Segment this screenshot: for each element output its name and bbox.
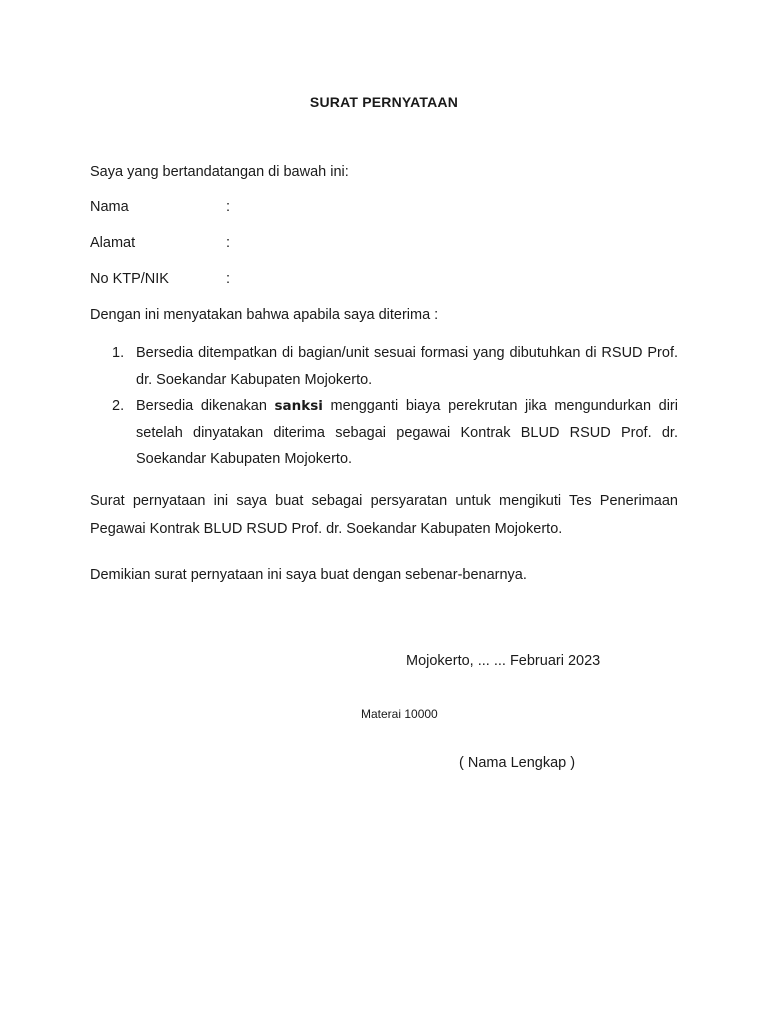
closing-paragraph: Demikian surat pernyataan ini saya buat dengan sebenar-benarnya. bbox=[90, 567, 527, 583]
list-item-text-before: Bersedia dikenakan bbox=[136, 398, 275, 414]
list-item-text: Bersedia ditempatkan di bagian/unit sesuai formasi yang dibutuhkan di RSUD Prof. dr. Soekandar Kabupaten Mojokerto. bbox=[136, 345, 678, 388]
field-colon-ktp: : bbox=[226, 271, 231, 287]
field-label-alamat: Alamat bbox=[90, 235, 136, 251]
document-title: SURAT PERNYATAAN bbox=[309, 94, 459, 110]
field-colon-alamat: : bbox=[226, 235, 231, 251]
list-item-number: 1. bbox=[112, 345, 125, 361]
place-date: Mojokerto, ... ... Februari 2023 bbox=[406, 653, 601, 669]
signature-name: ( Nama Lengkap ) bbox=[459, 755, 576, 771]
intro-text: Saya yang bertandatangan di bawah ini: bbox=[90, 164, 349, 180]
commitment-list bbox=[112, 340, 678, 473]
field-label-nama: Nama bbox=[90, 199, 129, 215]
list-item bbox=[112, 393, 678, 473]
bold-keyword: sanksi bbox=[274, 398, 323, 414]
statement-text: Dengan ini menyatakan bahwa apabila saya diterima : bbox=[90, 307, 439, 323]
purpose-paragraph: Surat pernyataan ini saya buat sebagai persyaratan untuk mengikuti Tes Penerimaan Pegawai Kontrak BLUD RSUD Prof. dr. Soekandar Kabupaten Mojokerto. bbox=[90, 493, 678, 537]
list-item-number: 2. bbox=[112, 398, 125, 414]
list-item-text-after: mengganti biaya perekrutan jika mengundurkan diri setelah dinyatakan diterima sebagai pegawai Kontrak BLUD RSUD Prof. dr. Soekandar Kabupaten Mojokerto. bbox=[136, 398, 678, 467]
field-label-ktp: No KTP/NIK bbox=[90, 271, 169, 287]
list-item-text bbox=[136, 393, 678, 473]
field-colon-nama: : bbox=[226, 199, 231, 215]
materai-label: Materai 10000 bbox=[361, 707, 438, 721]
list-item bbox=[112, 340, 678, 393]
